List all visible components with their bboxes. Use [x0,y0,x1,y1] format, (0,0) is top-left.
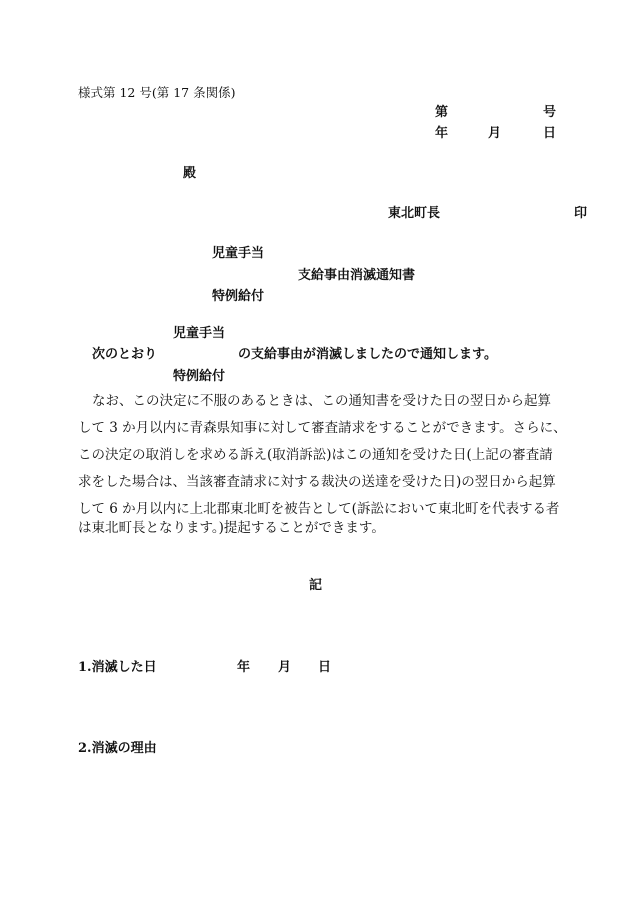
paragraph-line: して 3 か月以内に青森県知事に対して審査請求をすることができます。さらに、 [78,420,567,436]
notice-prefix: 次のとおり [92,347,158,362]
title-option-upper: 児童手当 [212,246,265,261]
item1-month: 月 [278,660,292,675]
form-label: 様式第 12 号(第 17 条関係) [78,85,236,100]
title-option-lower: 特例給付 [212,289,265,304]
issuer-title: 東北町長 [388,206,441,221]
item1-label: 1.消滅した日 [78,660,157,675]
issuer-seal: 印 [574,206,588,221]
date-year: 年 [435,126,449,141]
notice-option-lower: 特例給付 [173,369,226,384]
paragraph-line: なお、この決定に不服のあるときは、この通知書を受けた日の翌日から起算 [92,393,551,409]
document-title: 支給事由消滅通知書 [298,268,416,283]
item1-day: 日 [318,660,332,675]
paragraph-line: して 6 か月以内に上北郡東北町を被告として(訴訟において東北町を代表する者 [78,501,560,517]
notice-suffix: の支給事由が消滅しましたので通知します。 [238,347,497,362]
paragraph-line: この決定の取消しを求める訴え(取消訴訟)はこの通知を受けた日(上記の審査請 [78,447,553,463]
ki-heading: 記 [309,578,323,593]
item2-label: 2.消滅の理由 [78,741,157,756]
doc-number-dai: 第 [435,105,449,120]
doc-number-go: 号 [543,105,557,120]
date-month: 月 [488,126,502,141]
paragraph-line: は東北町長となります。)提起することができます。 [78,520,385,536]
paragraph-line: 求をした場合は、当該審査請求に対する裁決の送達を受けた日)の翌日から起算 [78,474,556,490]
date-day: 日 [543,126,557,141]
notice-option-upper: 児童手当 [173,326,226,341]
item1-year: 年 [237,660,251,675]
addressee-suffix: 殿 [183,166,197,181]
